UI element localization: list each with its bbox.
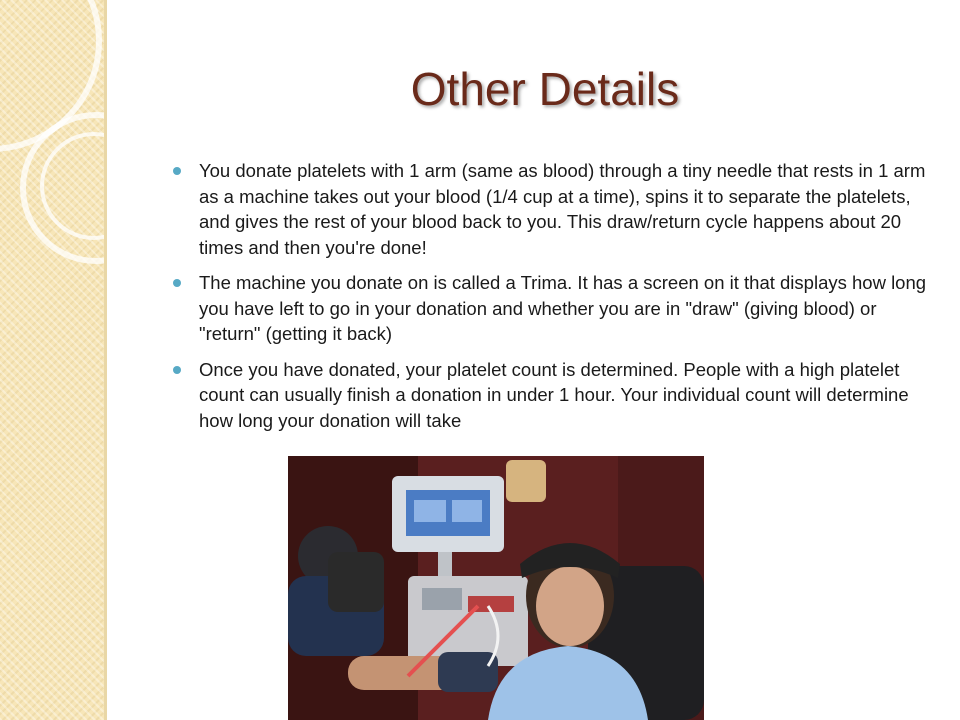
bullet-dot-icon — [173, 279, 181, 287]
slide-title: Other Details — [410, 63, 680, 115]
bullet-text: Once you have donated, your platelet count is determined. People with a high platelet count can usually finish a donation in under 1 hour. Your individual count will determine how long your donation will take — [199, 358, 909, 431]
bullet-text: The machine you donate on is called a Trima. It has a screen on it that displays how long you have left to go in your donation and whether you are in "draw" (giving blood) or "return" (getting it back) — [199, 272, 927, 344]
bullet-text: You donate platelets with 1 arm (same as blood) through a tiny needle that rests in 1 arm as a machine takes out your blood (1/4 cup at a time), spins it to separate the platelets, and gives the rest of your blood back to you. This draw/return cycle happens about 20 times and then you're done! — [199, 160, 926, 258]
bullet-list — [173, 158, 933, 443]
donation-photo — [288, 456, 704, 720]
bullet-item — [173, 270, 933, 347]
bullet-dot-icon — [173, 167, 181, 175]
bullet-item — [173, 158, 933, 260]
bullet-dot-icon — [173, 366, 181, 374]
bullet-item — [173, 357, 933, 434]
